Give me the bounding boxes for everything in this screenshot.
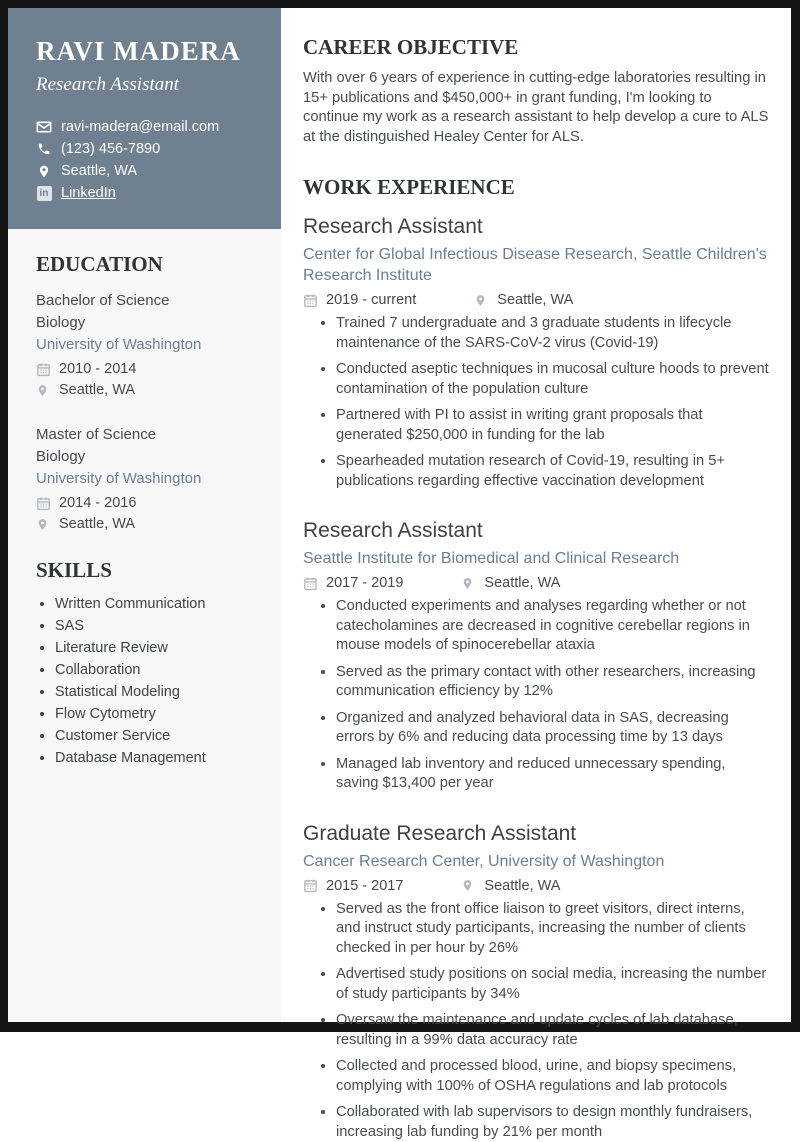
education-item (36, 424, 263, 532)
job-entry (303, 821, 770, 1142)
linkedin-link[interactable]: LinkedIn (61, 185, 116, 201)
location-icon (36, 163, 52, 179)
education-heading: EDUCATION (36, 252, 263, 277)
contact-email: ravi-madera@email.com (61, 119, 219, 135)
contact-block (36, 119, 263, 201)
calendar-icon (36, 362, 51, 377)
job-location-wrap (461, 878, 560, 894)
education-dates: 2010 - 2014 (59, 361, 136, 377)
skills-heading: SKILLS (36, 558, 263, 583)
job-company: Seattle Institute for Biomedical and Clinical Research (303, 548, 770, 569)
job-location-wrap (474, 292, 573, 308)
education-location: Seattle, WA (59, 382, 135, 398)
job-bullet-list (303, 314, 770, 491)
location-pin-icon (461, 576, 476, 591)
job-location-wrap (461, 575, 560, 591)
calendar-icon (303, 576, 318, 591)
linkedin-icon: in (36, 185, 52, 201)
job-bullet: • Managed lab inventory and reduced unnecessary spending, saving $13,400 per year (336, 755, 770, 794)
main-column (281, 8, 791, 1022)
education-dates-row (36, 361, 263, 377)
sidebar-header (8, 8, 281, 229)
job-entry (303, 214, 770, 491)
job-bullet: • Conducted experiments and analyses regarding whether or not catecholamines are decreased in cognitive cerebellar regions in mouse models of spinocerebellar ataxia (336, 597, 770, 656)
job-bullet-list (303, 900, 770, 1142)
objective-heading: CAREER OBJECTIVE (303, 35, 770, 60)
skill-item: • Statistical Modeling (55, 684, 263, 700)
skill-item: • Flow Cytometry (55, 706, 263, 722)
job-location: Seattle, WA (497, 292, 573, 308)
education-location-row (36, 516, 263, 532)
job-bullet: • Served as the front office liaison to greet visitors, direct interns, and instruct study participants, increasing the number of clients checked in per hour by 26% (336, 900, 770, 959)
job-bullet: • Collected and processed blood, urine, and biopsy specimens, complying with 100% of OSHA regulations and lab protocols (336, 1057, 770, 1096)
calendar-icon (36, 496, 51, 511)
job-bullet: • Spearheaded mutation research of Covid-19, resulting in 5+ publications regarding effective vaccination development (336, 452, 770, 491)
job-location: Seattle, WA (484, 878, 560, 894)
job-bullet: • Conducted aseptic techniques in mucosal culture hoods to prevent contamination of the population culture (336, 360, 770, 399)
skill-item: • Customer Service (55, 728, 263, 744)
job-entry (303, 518, 770, 794)
education-field: Biology (36, 446, 263, 468)
job-dates: 2017 - 2019 (326, 575, 403, 591)
education-item (36, 290, 263, 398)
education-school: University of Washington (36, 468, 263, 490)
sidebar-body (8, 229, 281, 772)
skill-item: • Literature Review (55, 640, 263, 656)
phone-icon (36, 141, 52, 157)
job-dates: 2019 - current (326, 292, 416, 308)
experience-heading: WORK EXPERIENCE (303, 175, 770, 200)
skills-section (36, 558, 263, 766)
job-bullet: • Served as the primary contact with other researchers, increasing communication efficiency by 12% (336, 663, 770, 702)
contact-phone: (123) 456-7890 (61, 141, 160, 157)
job-bullet: • Collaborated with lab supervisors to design monthly fundraisers, increasing lab funding by 21% per month (336, 1103, 770, 1142)
contact-linkedin-row (36, 185, 263, 201)
calendar-icon (303, 293, 318, 308)
candidate-name: RAVI MADERA (36, 35, 263, 67)
education-school: University of Washington (36, 334, 263, 356)
education-dates: 2014 - 2016 (59, 495, 136, 511)
location-pin-icon (474, 293, 489, 308)
job-bullet: • Advertised study positions on social media, increasing the number of study participants by 34% (336, 965, 770, 1004)
objective-text: With over 6 years of experience in cutting-edge laboratories resulting in 15+ publications and $450,000+ in grant funding, I'm looking to continue my work as a research assistant to help develop a cure to ALS at the distinguished Healey Center for ALS. (303, 69, 770, 147)
job-dates: 2015 - 2017 (326, 878, 403, 894)
job-meta-row (303, 575, 770, 591)
skill-item: • SAS (55, 618, 263, 634)
education-dates-row (36, 495, 263, 511)
job-meta-row (303, 878, 770, 894)
sidebar (8, 8, 281, 1022)
skills-list (36, 596, 263, 766)
location-pin-icon (36, 383, 51, 398)
candidate-title: Research Assistant (36, 74, 263, 96)
location-pin-icon (461, 878, 476, 893)
job-bullet: • Organized and analyzed behavioral data in SAS, decreasing errors by 6% and reducing data processing time by 13 days (336, 709, 770, 748)
job-meta-row (303, 292, 770, 308)
job-bullet: • Trained 7 undergraduate and 3 graduate students in lifecycle maintenance of the SARS-CoV-2 virus (Covid-19) (336, 314, 770, 353)
contact-phone-row (36, 141, 263, 157)
job-location: Seattle, WA (484, 575, 560, 591)
calendar-icon (303, 878, 318, 893)
skill-item: • Written Communication (55, 596, 263, 612)
contact-location-row (36, 163, 263, 179)
job-company: Cancer Research Center, University of Washington (303, 851, 770, 872)
job-bullet-list (303, 597, 770, 794)
skill-item: • Database Management (55, 750, 263, 766)
education-degree: Bachelor of Science (36, 290, 263, 312)
email-icon (36, 119, 52, 135)
contact-location: Seattle, WA (61, 163, 137, 179)
contact-email-row (36, 119, 263, 135)
job-bullet: • Oversaw the maintenance and update cycles of lab database, resulting in a 99% data accuracy rate (336, 1011, 770, 1050)
job-bullet: • Partnered with PI to assist in writing grant proposals that generated $250,000 in funding for the lab (336, 406, 770, 445)
location-pin-icon (36, 517, 51, 532)
education-location: Seattle, WA (59, 516, 135, 532)
education-degree: Master of Science (36, 424, 263, 446)
job-company: Center for Global Infectious Disease Research, Seattle Children's Research Institute (303, 244, 770, 286)
job-title: Research Assistant (303, 214, 770, 240)
education-location-row (36, 382, 263, 398)
skill-item: • Collaboration (55, 662, 263, 678)
job-title: Graduate Research Assistant (303, 821, 770, 847)
job-title: Research Assistant (303, 518, 770, 544)
education-field: Biology (36, 312, 263, 334)
